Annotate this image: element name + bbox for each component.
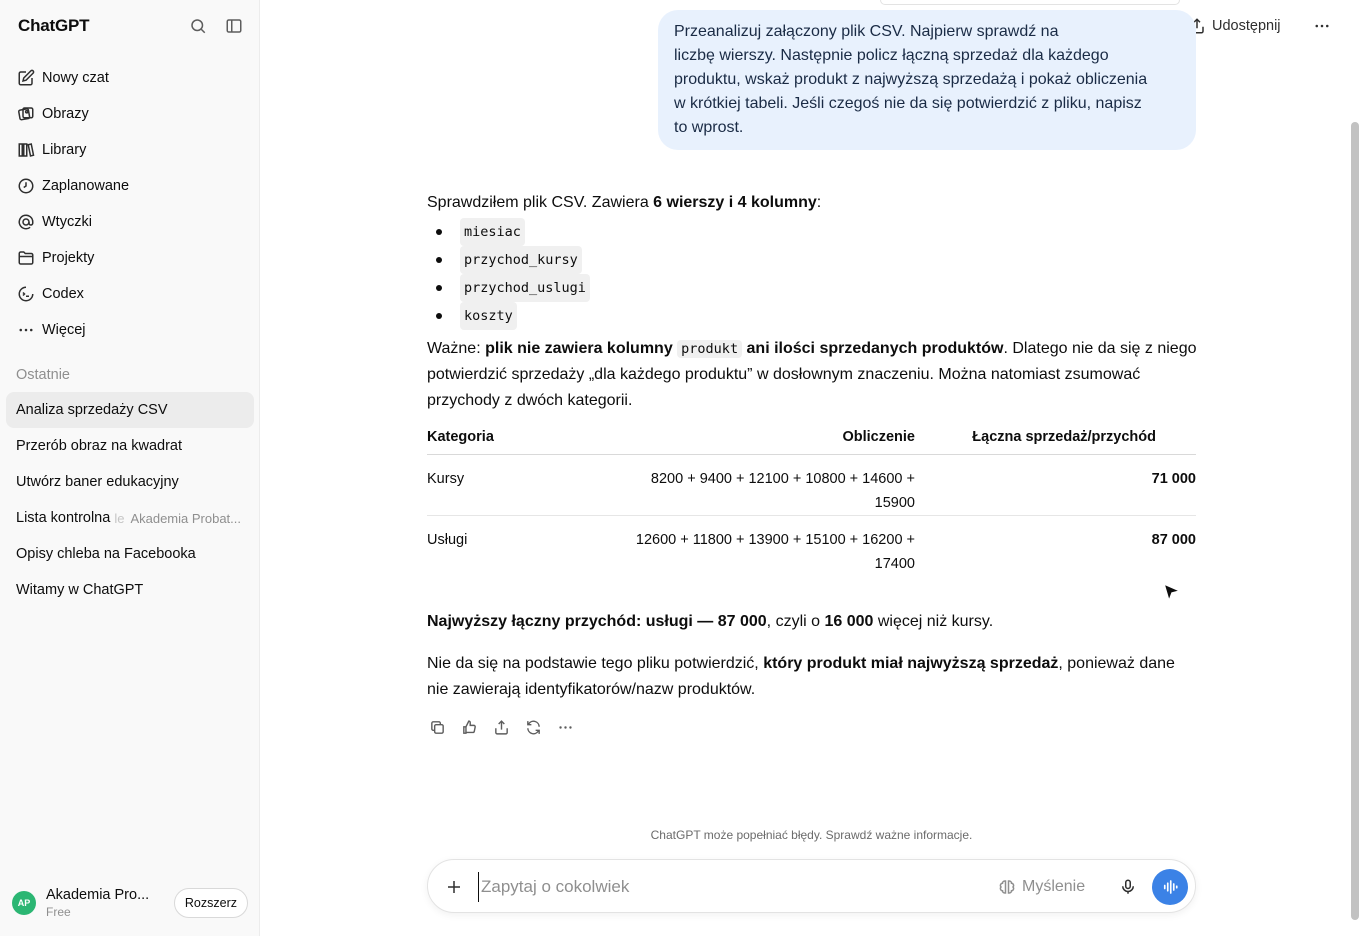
list-item: [427, 218, 1197, 246]
recent-chat-item[interactable]: [6, 500, 254, 536]
sidebar-item-new-chat[interactable]: [6, 60, 254, 96]
column-name: przychod_kursy: [460, 246, 582, 274]
column-name: przychod_uslugi: [460, 274, 590, 302]
sidebar-item-label: Library: [42, 142, 87, 158]
voice-mode-button[interactable]: [1152, 869, 1188, 905]
library-icon: [16, 140, 36, 160]
prompt-input[interactable]: [478, 872, 978, 902]
feedback-icon[interactable]: [459, 717, 479, 737]
sidebar-item-images[interactable]: [6, 96, 254, 132]
sidebar-item-projects[interactable]: [6, 240, 254, 276]
plus-icon[interactable]: [442, 875, 466, 899]
table-cell-total: 71 000: [915, 454, 1196, 515]
recent-chats: [6, 392, 254, 608]
recent-chat-item[interactable]: [6, 536, 254, 572]
list-item: [427, 246, 1197, 274]
message-actions: [427, 717, 1197, 737]
sidebar-item-plugins[interactable]: [6, 204, 254, 240]
microphone-icon[interactable]: [1116, 875, 1140, 899]
answer-conclusion: Nie da się na podstawie tego pliku potwierdzić, który produkt miał najwyższą sprzedaż, ponieważ dane nie zawierają identyfikatorów/nazw produktów.: [427, 655, 1175, 698]
sidebar-item-label: Wtyczki: [42, 214, 92, 230]
recent-chat-item[interactable]: [6, 572, 254, 608]
table-cell-category: Usługi: [427, 531, 468, 548]
recent-chat-project: Akademia Probat...: [130, 510, 241, 526]
list-item: [427, 302, 1197, 330]
clock-icon: [16, 176, 36, 196]
answer-note: Ważne: plik nie zawiera kolumny produkt ani ilości sprzedanych produktów. Dlatego nie da się z niego potwierdzić sprzedaży „dla każdego produktu” w dosłownym znaczeniu. Można natomiast zsumować przychody z dwóch kategorii.: [427, 340, 1197, 409]
more-actions-icon[interactable]: [555, 717, 575, 737]
sidebar: [0, 0, 260, 936]
mouse-cursor-icon: [1162, 582, 1182, 604]
avatar: AP: [12, 891, 36, 915]
sidebar-item-label: Obrazy: [42, 106, 89, 122]
at-sign-icon: [16, 212, 36, 232]
scrollbar[interactable]: [1351, 122, 1359, 920]
images-icon: [16, 104, 36, 124]
brain-icon: [998, 878, 1016, 896]
folder-icon: [16, 248, 36, 268]
sidebar-item-codex[interactable]: [6, 276, 254, 312]
user-message-line: to wprost.: [674, 119, 744, 136]
recent-chat-label: Witamy w ChatGPT: [16, 582, 144, 598]
user-profile[interactable]: [12, 884, 248, 922]
sidebar-item-scheduled[interactable]: [6, 168, 254, 204]
search-icon[interactable]: [186, 14, 210, 38]
share-button[interactable]: [1188, 14, 1281, 38]
table-cell-total: 87 000: [1151, 531, 1196, 548]
calculation-table: [427, 420, 1196, 581]
share-message-icon[interactable]: [491, 717, 511, 737]
table-header: Obliczenie: [627, 420, 915, 454]
thinking-label: Myślenie: [1022, 878, 1086, 895]
table-header: Łączna sprzedaż/przychód: [915, 420, 1196, 454]
composer: [427, 859, 1196, 913]
recent-chat-label-fade: le: [114, 510, 125, 526]
waveform-icon: [1161, 878, 1179, 896]
list-item: [427, 274, 1197, 302]
recent-chat-label: Analiza sprzedaży CSV: [16, 402, 168, 418]
user-message-line: w krótkiej tabeli. Jeśli czegoś nie da się potwierdzić z pliku, napisz: [674, 95, 1142, 112]
table-row: [427, 454, 1196, 515]
table-cell-calc: 8200 + 9400 + 12100 + 10800 + 14600 + 15900: [627, 454, 915, 515]
recent-chat-label: Utwórz baner edukacyjny: [16, 474, 179, 490]
sidebar-item-label: Więcej: [42, 322, 86, 338]
sidebar-item-label: Codex: [42, 286, 84, 302]
recent-chat-item[interactable]: [6, 464, 254, 500]
more-options-icon[interactable]: [1310, 14, 1334, 38]
table-cell-category: Kursy: [427, 454, 627, 515]
answer-intro: Sprawdziłem plik CSV. Zawiera 6 wierszy i 4 kolumny:: [427, 194, 822, 211]
column-list: [427, 218, 1197, 330]
brand-title[interactable]: ChatGPT: [18, 16, 90, 35]
sidebar-item-more[interactable]: [6, 312, 254, 348]
sidebar-upgrade-button[interactable]: Rozszerz: [174, 888, 248, 918]
regenerate-icon[interactable]: [523, 717, 543, 737]
user-name: Akademia Pro...: [46, 887, 150, 903]
pencil-square-icon: [16, 68, 36, 88]
sidebar-toggle-icon[interactable]: [222, 14, 246, 38]
share-label: Udostępnij: [1212, 18, 1281, 34]
user-message-line: produktu, wskaż produkt z najwyższą sprzedażą i pokaż obliczenia: [674, 71, 1148, 88]
table-header-row: [427, 420, 1196, 454]
copy-icon[interactable]: [427, 717, 447, 737]
disclaimer-text: ChatGPT może popełniać błędy. Sprawdź ważne informacje.: [650, 828, 973, 842]
user-message-bubble: [658, 10, 1196, 150]
recent-chat-item[interactable]: [6, 428, 254, 464]
recent-section-label: Ostatnie: [16, 367, 70, 383]
codex-icon: [16, 284, 36, 304]
user-plan: Free: [46, 905, 71, 919]
sidebar-item-library[interactable]: [6, 132, 254, 168]
assistant-message: [427, 190, 1197, 737]
answer-highest: Najwyższy łączny przychód: usługi — 87 000, czyli o 16 000 więcej niż kursy.: [427, 613, 994, 630]
sidebar-item-label: Nowy czat: [42, 70, 109, 86]
scroll-top-edge: [880, 0, 1180, 5]
recent-chat-label: Lista kontrolna: [16, 510, 111, 526]
table-cell-calc: 12600 + 11800 + 13900 + 15100 + 16200 + 17400: [635, 531, 915, 572]
recent-chat-label: Opisy chleba na Facebooka: [16, 546, 196, 562]
user-message-line: liczbę wierszy. Następnie policz łączną sprzedaż dla każdego: [674, 47, 1109, 64]
column-name: koszty: [460, 302, 517, 330]
recent-chat-label: Przerób obraz na kwadrat: [16, 438, 183, 454]
dots-icon: [16, 320, 36, 340]
user-message-line: Przeanalizuj załączony plik CSV. Najpierw sprawdź na: [674, 23, 1059, 40]
table-header: Kategoria: [427, 420, 627, 454]
sidebar-item-label: Projekty: [42, 250, 95, 266]
column-name: miesiac: [460, 218, 525, 246]
thinking-toggle[interactable]: [998, 875, 1085, 899]
table-row: [427, 515, 1196, 581]
recent-chat-item[interactable]: [6, 392, 254, 428]
sidebar-nav: [6, 60, 254, 348]
sidebar-item-label: Zaplanowane: [42, 178, 130, 194]
